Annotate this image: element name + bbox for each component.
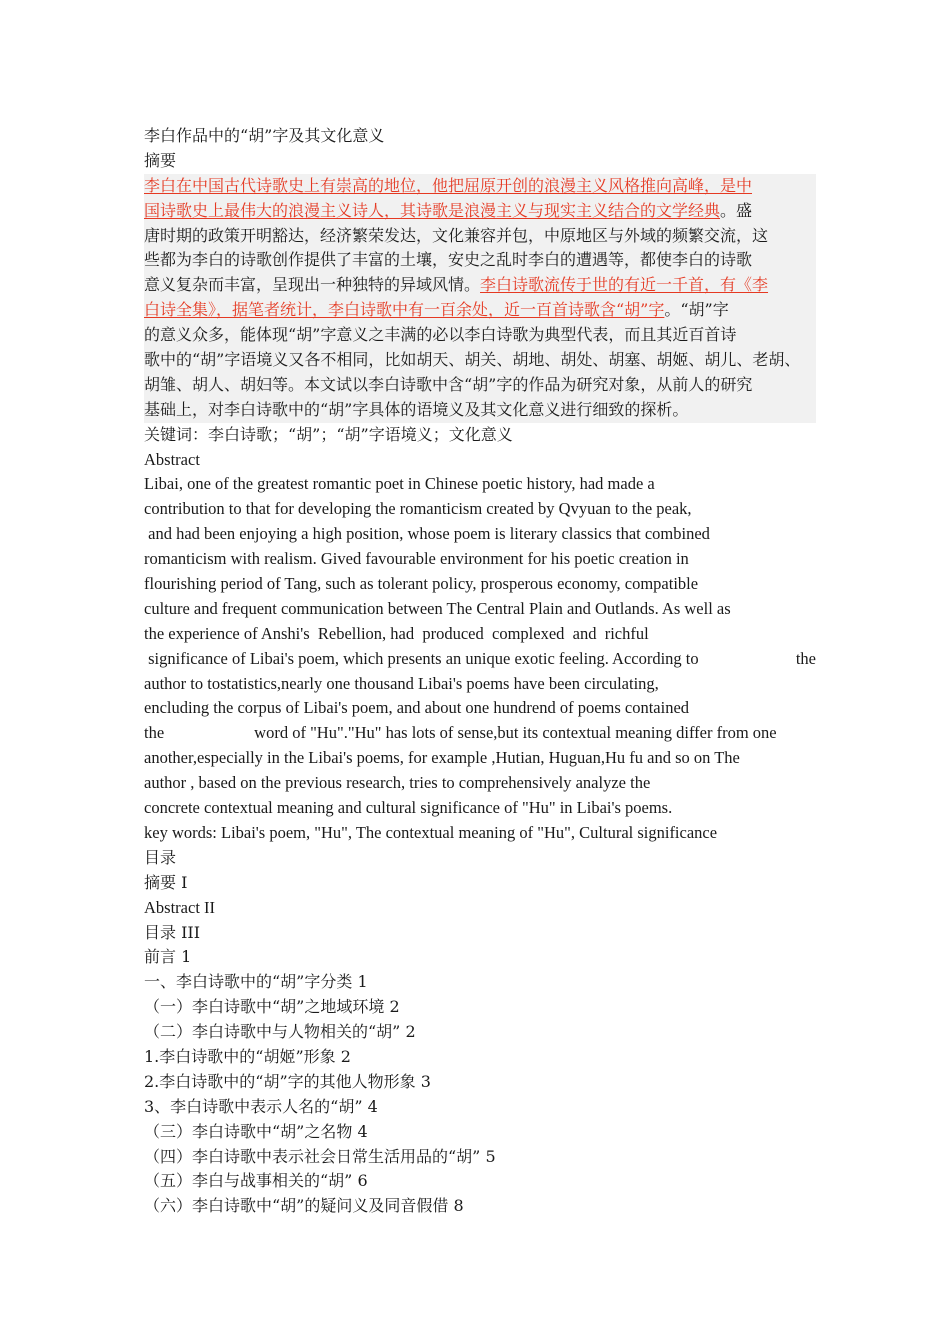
abstract-en-text: word of "Hu"."Hu" has lots of sense,but its contextual meaning differ from one — [254, 723, 777, 743]
abstract-en-line — [144, 721, 816, 746]
abstract-cn-line: 歌中的“胡”字语境义又各不相同，比如胡天、胡关、胡地、胡处、胡塞、胡姬、胡儿、老胡、 — [144, 350, 801, 370]
keywords-en: key words: Libai's poem, "Hu", The contextual meaning of "Hu", Cultural significance — [144, 822, 718, 842]
abstract-en-line: author , based on the previous research, tries to comprehensively analyze the — [144, 773, 651, 793]
highlighted-text: 白诗全集》，据笔者统计，李白诗歌中有一百余处，近一百首诗歌含“胡”字 — [144, 300, 665, 320]
toc-item: 1.李白诗歌中的“胡姬”形象 2 — [144, 1046, 351, 1066]
toc-item: （五）李白与战事相关的“胡” 6 — [144, 1171, 368, 1191]
highlighted-text: 李白在中国古代诗歌史上有崇高的地位，他把屈原开创的浪漫主义风格推向高峰，是中 — [144, 175, 753, 195]
abstract-en-line: romanticism with realism. Gived favourable environment for his poetic creation in — [144, 549, 689, 569]
abstract-en-line — [144, 647, 816, 672]
abstract-cn-line: 唐时期的政策开明豁达，经济繁荣发达，文化兼容并包，中原地区与外域的频繁交流，这 — [144, 225, 769, 245]
toc-item: 目录 III — [144, 922, 201, 942]
abstract-cn-line: 胡雏、胡人、胡妇等。本文试以李白诗歌中含“胡”字的作品为研究对象，从前人的研究 — [144, 374, 753, 394]
toc-item: 3、李白诗歌中表示人名的“胡” 4 — [144, 1096, 378, 1116]
abstract-cn-line: 些都为李白的诗歌创作提供了丰富的土壤，安史之乱时李白的遭遇等，都使李白的诗歌 — [144, 250, 753, 270]
toc-item: 一、李白诗歌中的“胡”字分类 1 — [144, 972, 368, 992]
abstract-en-text: the — [144, 723, 165, 743]
abstract-en-line: author to tostatistics,nearly one thousand Libai's poems have been circulating, — [144, 673, 659, 693]
abstract-en-line: and had been enjoying a high position, whose poem is literary classics that combined — [144, 524, 710, 544]
abstract-en-line: another,especially in the Libai's poems, for example ,Hutian, Huguan,Hu fu and so on The — [144, 748, 740, 768]
abstract-en-text: the — [795, 648, 816, 668]
abstract-en-line: encluding the corpus of Libai's poem, and about one hundrend of poems contained — [144, 698, 690, 718]
abstract-en-line: Libai, one of the greatest romantic poet in Chinese poetic history, had made a — [144, 474, 655, 494]
abstract-en-line: concrete contextual meaning and cultural significance of "Hu" in Libai's poems. — [144, 798, 673, 818]
toc-item: （三）李白诗歌中“胡”之名物 4 — [144, 1121, 368, 1141]
abstract-en-text: significance of Libai's poem, which presents an unique exotic feeling. According to — [144, 648, 699, 668]
document-page — [144, 124, 816, 1219]
plain-text: 意义复杂而丰富，呈现出一种独特的异域风情。 — [144, 275, 481, 295]
abstract-en-line: the experience of Anshi's Rebellion, had produced complexed and richful — [144, 623, 649, 643]
abstract-en-line: culture and frequent communication between The Central Plain and Outlands. As well as — [144, 598, 731, 618]
plain-text: 。盛 — [720, 200, 753, 220]
toc-item: 前言 1 — [144, 947, 192, 967]
abstract-cn-line: 的意义众多，能体现“胡”字意义之丰满的必以李白诗歌为典型代表，而且其近百首诗 — [144, 325, 737, 345]
toc-item: （一）李白诗歌中“胡”之地域环境 2 — [144, 997, 400, 1017]
abstract-en-line: flourishing period of Tang, such as tolerant policy, prosperous economy, compatible — [144, 574, 699, 594]
toc-item: （二）李白诗歌中与人物相关的“胡” 2 — [144, 1022, 416, 1042]
toc-item: Abstract II — [144, 897, 216, 917]
plain-text: 。“胡”字 — [664, 300, 729, 320]
abstract-cn-line — [144, 174, 816, 199]
abstract-en-heading: Abstract — [144, 449, 200, 469]
toc-item: 摘要 I — [144, 872, 188, 892]
abstract-cn-line: 基础上，对李白诗歌中的“胡”字具体的语境义及其文化意义进行细致的探析。 — [144, 399, 689, 419]
highlighted-text: 国诗歌史上最伟大的浪漫主义诗人，其诗歌是浪漫主义与现实主义结合的文学经典 — [144, 200, 721, 220]
highlighted-text: 李白诗歌流传于世的有近一千首，有《李 — [480, 275, 769, 295]
toc-item: （四）李白诗歌中表示社会日常生活用品的“胡” 5 — [144, 1146, 496, 1166]
abstract-en-line: contribution to that for developing the romanticism created by Qvyuan to the peak, — [144, 499, 692, 519]
abstract-cn-line — [144, 199, 816, 224]
abstract-cn-body — [144, 174, 816, 423]
abstract-cn-heading: 摘要 — [144, 150, 177, 170]
toc-item: 2.李白诗歌中的“胡”字的其他人物形象 3 — [144, 1071, 431, 1091]
toc-heading: 目录 — [144, 847, 177, 867]
abstract-cn-line — [144, 298, 816, 323]
keywords-cn: 关键词：李白诗歌；“胡”；“胡”字语境义；文化意义 — [144, 424, 513, 444]
abstract-cn-line — [144, 273, 816, 298]
document-title: 李白作品中的“胡”字及其文化意义 — [144, 126, 385, 145]
toc-item: （六）李白诗歌中“胡”的疑问义及同音假借 8 — [144, 1196, 464, 1216]
